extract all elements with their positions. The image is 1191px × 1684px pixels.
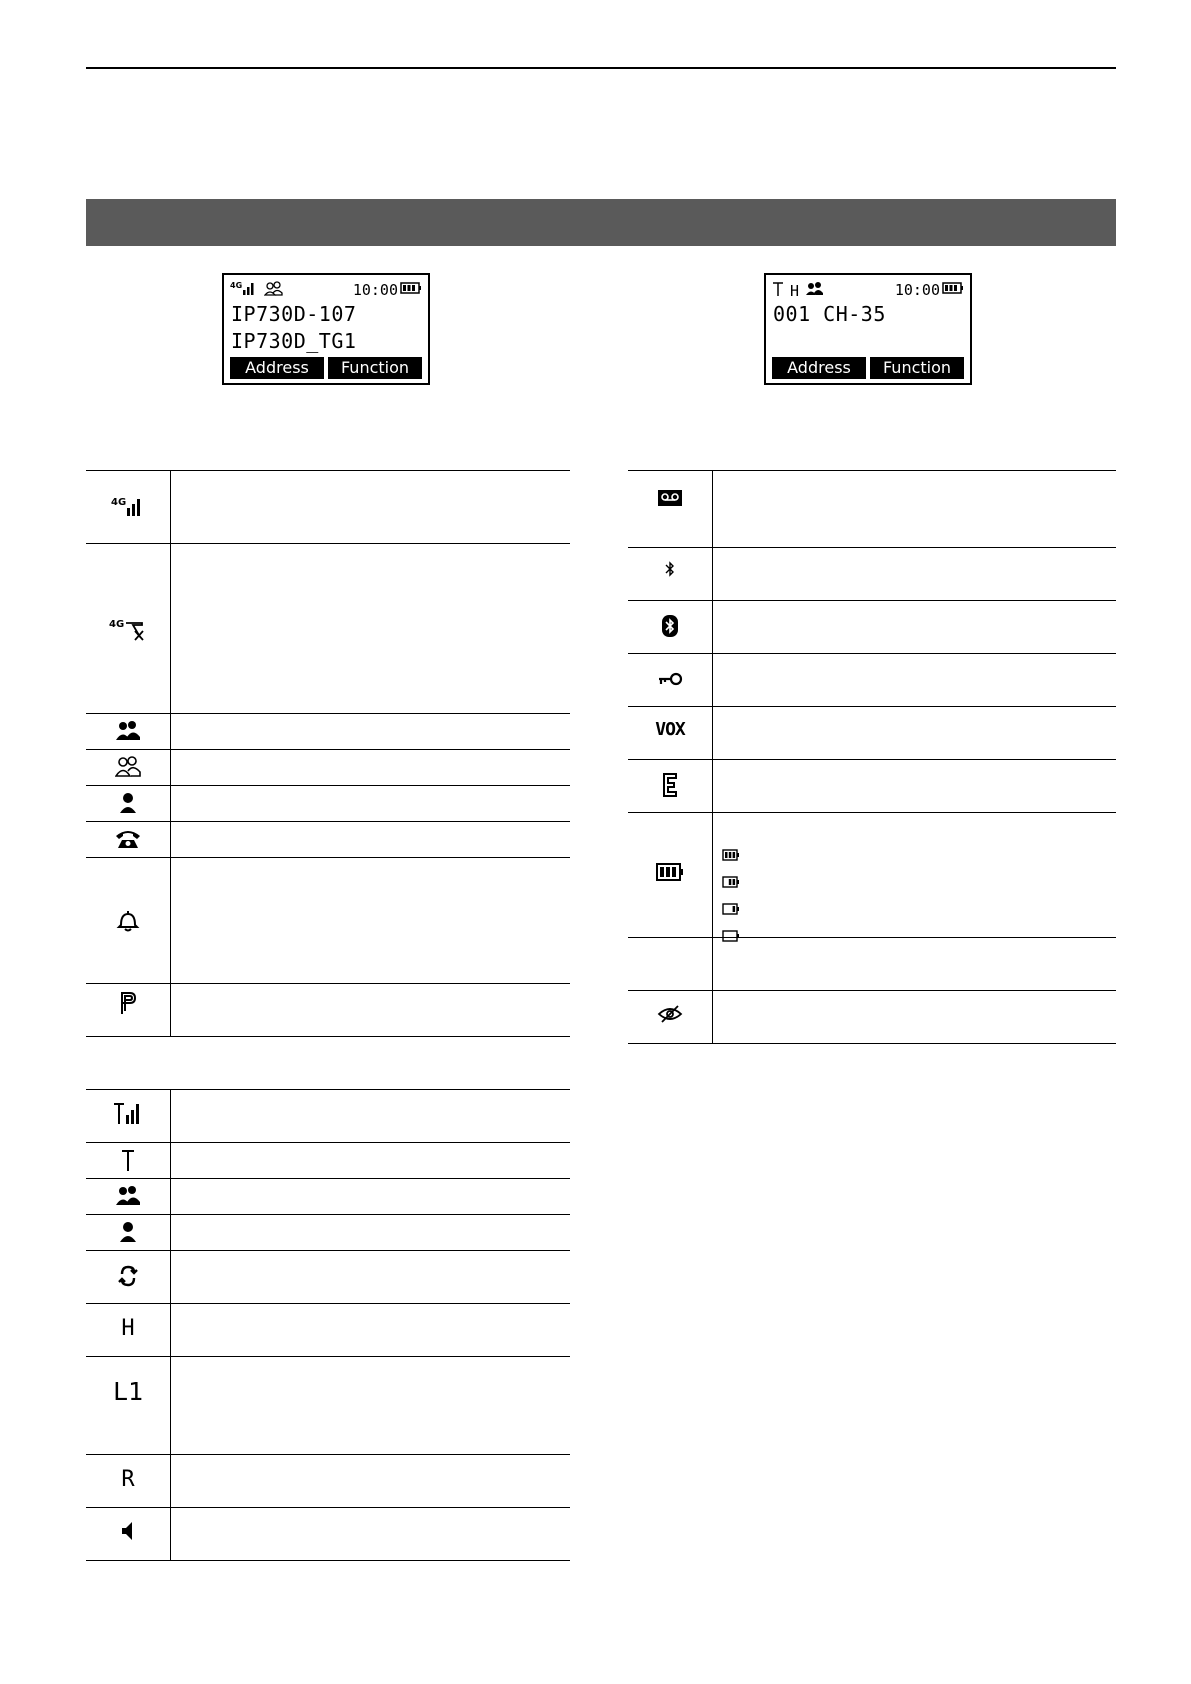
h-indicator: H <box>790 282 800 300</box>
status-bar <box>230 281 422 299</box>
display-line-1: IP730D-107 <box>231 302 357 326</box>
battery-level-2-icon <box>722 874 740 893</box>
table-row <box>86 1090 570 1143</box>
table-row <box>86 1251 570 1304</box>
table-row <box>86 786 570 822</box>
group-outline-icon <box>115 756 141 778</box>
table-row <box>628 991 1116 1044</box>
table-row <box>86 1508 570 1561</box>
phone-icon <box>115 828 141 850</box>
vox-icon: VOX <box>655 719 685 740</box>
battery-icon <box>400 281 422 299</box>
address-softkey[interactable]: Address <box>230 357 324 379</box>
table-row <box>628 471 1116 548</box>
group-icon <box>805 281 825 301</box>
e-icon <box>662 774 678 796</box>
antenna-signal-icon <box>113 1102 143 1124</box>
display-line-1: 001 CH-35 <box>773 302 886 326</box>
table-row <box>86 1357 570 1455</box>
table-row <box>86 822 570 858</box>
table-row <box>86 544 570 714</box>
l1-icon: L1 <box>112 1377 144 1406</box>
table-row <box>628 760 1116 813</box>
table-row <box>628 707 1116 760</box>
lte-signal-icon <box>230 281 258 301</box>
lcd-screen-lte <box>222 273 430 385</box>
table-row <box>86 471 570 544</box>
table-row <box>86 1215 570 1251</box>
antenna-icon <box>772 281 784 301</box>
antenna-icon <box>121 1149 135 1171</box>
voicemail-icon <box>657 487 683 509</box>
table-row <box>86 984 570 1037</box>
svg-text:4G: 4G <box>111 497 127 508</box>
battery-level-3-icon <box>722 847 740 866</box>
table-row <box>628 654 1116 707</box>
icon-table-common <box>628 470 1116 1044</box>
display-line-2: IP730D_TG1 <box>231 329 357 353</box>
battery-full-icon <box>656 861 684 883</box>
icon-table-lte <box>86 470 570 1037</box>
table-row <box>86 858 570 984</box>
section-title-bar <box>86 199 1116 246</box>
r-icon: R <box>121 1467 135 1492</box>
table-row <box>628 938 1116 991</box>
individual-icon <box>119 792 137 814</box>
battery-level-1-icon <box>722 901 740 920</box>
privacy-icon <box>657 1003 683 1025</box>
table-row <box>86 1455 570 1508</box>
roaming-icon <box>118 1265 138 1287</box>
status-bar <box>772 281 964 299</box>
svg-text:4G: 4G <box>230 281 243 290</box>
table-row <box>86 1304 570 1357</box>
bluetooth-icon <box>661 615 679 637</box>
individual-icon <box>119 1221 137 1243</box>
lte-signal-icon <box>111 496 145 518</box>
table-row <box>86 1143 570 1179</box>
lcd-screen-lan <box>764 273 972 385</box>
group-icon <box>115 720 141 742</box>
address-softkey[interactable]: Address <box>772 357 866 379</box>
table-row <box>628 601 1116 654</box>
speaker-icon <box>120 1520 136 1542</box>
table-row <box>86 750 570 786</box>
bluetooth-small-icon <box>664 558 676 580</box>
clock: 10:00 <box>352 281 398 299</box>
svg-text:4G: 4G <box>109 618 125 630</box>
table-row <box>628 548 1116 601</box>
priority-icon <box>119 992 137 1014</box>
group-outline-icon <box>264 281 284 301</box>
battery-icon <box>942 281 964 299</box>
function-softkey[interactable]: Function <box>870 357 964 379</box>
function-softkey[interactable]: Function <box>328 357 422 379</box>
table-row <box>628 813 1116 938</box>
bell-icon <box>116 910 140 932</box>
blank-icon <box>628 938 713 990</box>
header-rule <box>86 67 1116 69</box>
lte-no-signal-icon <box>109 618 147 640</box>
key-icon <box>657 668 683 690</box>
group-icon <box>115 1185 141 1207</box>
icon-table-lan <box>86 1089 570 1561</box>
table-row <box>86 1179 570 1215</box>
h-icon: H <box>121 1316 135 1341</box>
clock: 10:00 <box>894 281 940 299</box>
table-row <box>86 714 570 750</box>
